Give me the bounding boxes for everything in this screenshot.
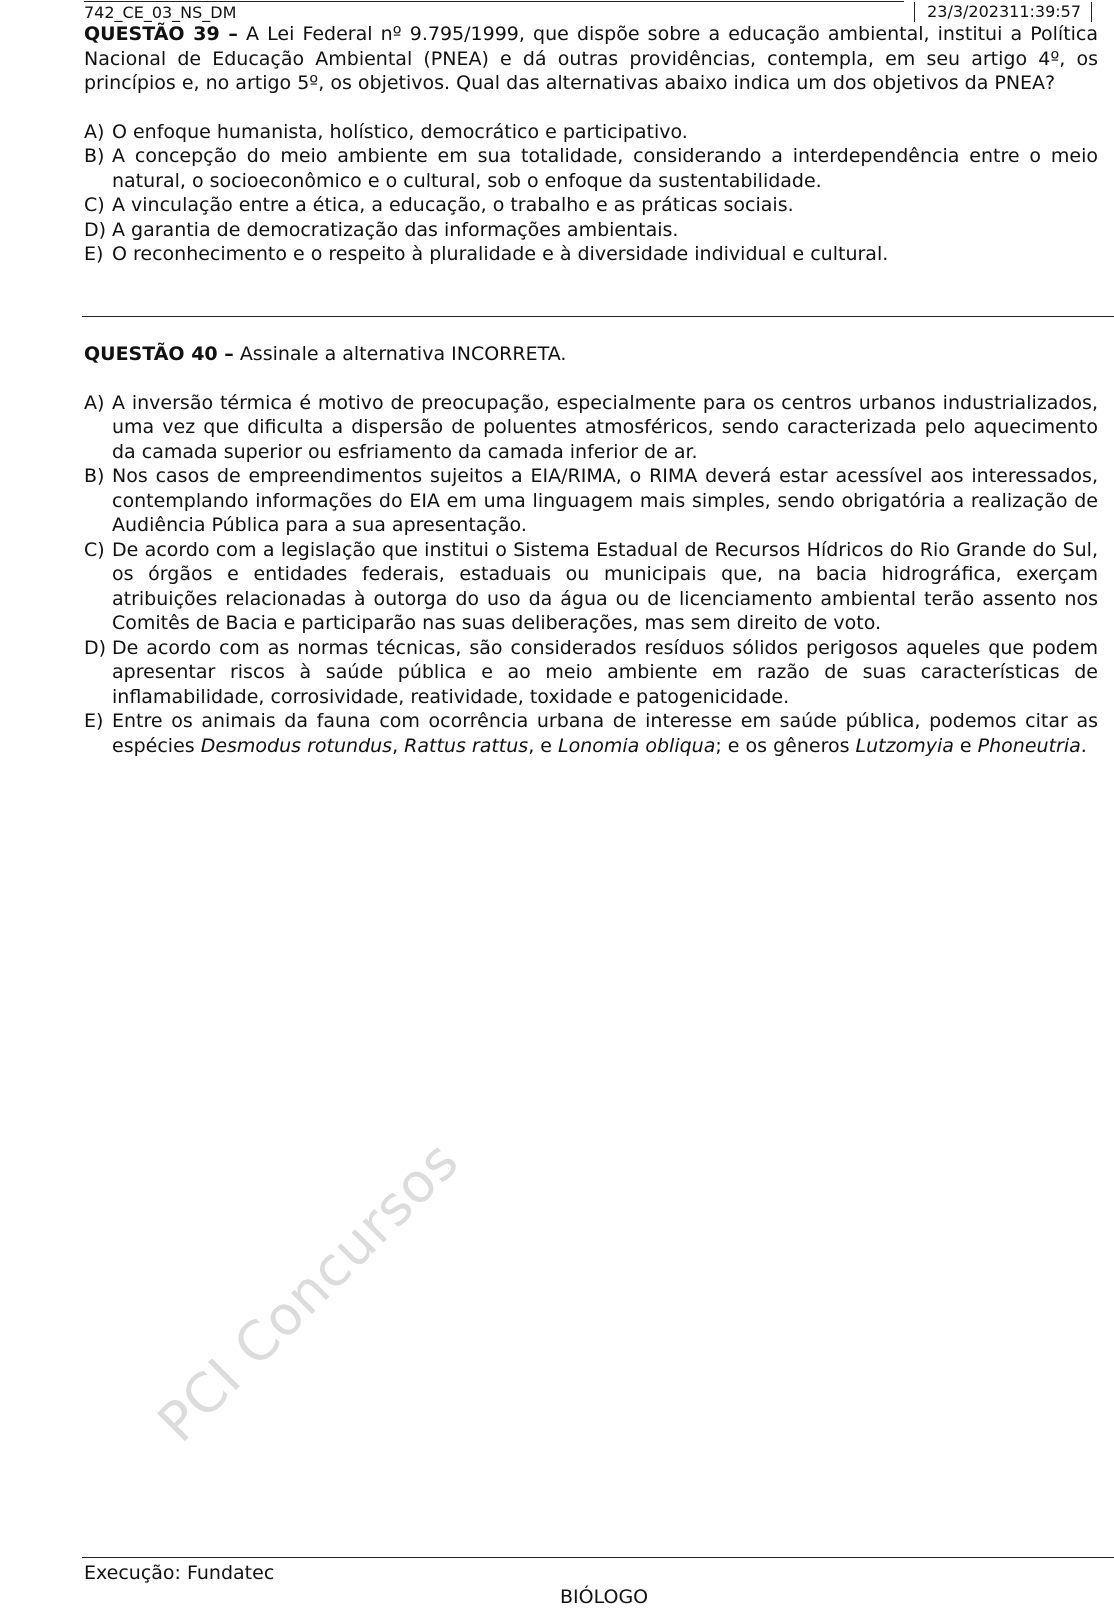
question-40-option-a bbox=[84, 391, 1098, 465]
species-name: Lonomia obliqua bbox=[558, 734, 716, 757]
separator: , e bbox=[528, 734, 559, 757]
document-code: 742_CE_03_NS_DM bbox=[84, 3, 237, 22]
species-name: Rattus rattus bbox=[404, 734, 529, 757]
question-40-option-d bbox=[84, 636, 1098, 710]
separator: , bbox=[392, 734, 405, 757]
question-39-text: A Lei Federal nº 9.795/1999, que dispõe sobre a educação ambiental, institui a Política Nacional de Educação Ambiental (PNEA) e dá outras providências, contempla, em seu artigo 4º, os princípios e, no artigo 5º, os objetivos. Qual das alternativas abaixo indica um dos objetivos da PNEA? bbox=[84, 23, 1099, 94]
option-text: A concepção do meio ambiente em sua totalidade, considerando a interdependência entre o meio natural, o socioeconômico e o cultural, sob o enfoque da sustentabilidade. bbox=[112, 145, 1098, 192]
option-letter: E) bbox=[84, 710, 104, 732]
question-divider bbox=[82, 316, 1114, 317]
question-39-label: QUESTÃO 39 – bbox=[84, 23, 238, 45]
watermark: PCI Concursos bbox=[145, 1128, 471, 1455]
question-40-option-e bbox=[84, 709, 1098, 758]
header-rule bbox=[84, 1, 904, 2]
option-letter: B) bbox=[84, 465, 105, 487]
footer-role: BIÓLOGO bbox=[560, 1586, 649, 1608]
question-39-options bbox=[84, 120, 1098, 267]
option-text: De acordo com a legislação que institui o Sistema Estadual de Recursos Hídricos do Rio Grande do Sul, os órgãos e entidades federais, estaduais ou municipais que, na bacia hidrográfica, exerçam atribuições relacionadas à outorga do uso da água ou de licenciamento ambiental terão assento nos Comitês de Bacia e participarão nas suas deliberações, mas sem direito de voto. bbox=[112, 538, 1098, 634]
option-text: A inversão térmica é motivo de preocupação, especialmente para os centros urbanos industrializados, uma vez que dificulta a dispersão de poluentes atmosféricos, sendo caracterizada pelo aquecimento da camada superior ou esfriamento da camada inferior de ar. bbox=[112, 391, 1098, 463]
question-40-options bbox=[84, 391, 1098, 759]
footer-execution: Execução: Fundatec bbox=[84, 1562, 275, 1584]
question-39-option-b bbox=[84, 144, 1098, 193]
option-text-part: ; e os gêneros bbox=[715, 734, 856, 757]
question-39-stem bbox=[84, 22, 1098, 96]
question-39-option-e bbox=[84, 242, 1098, 267]
option-letter: E) bbox=[84, 243, 104, 265]
question-39 bbox=[84, 22, 1098, 267]
question-40-option-b bbox=[84, 464, 1098, 538]
option-letter: A) bbox=[84, 120, 105, 143]
question-40-stem bbox=[84, 342, 1098, 367]
option-letter: C) bbox=[84, 538, 105, 561]
genus-name: Lutzomyia bbox=[855, 734, 954, 757]
footer-rule bbox=[82, 1557, 1114, 1558]
question-39-option-c bbox=[84, 193, 1098, 218]
question-40-text: Assinale a alternativa INCORRETA. bbox=[239, 343, 567, 365]
option-text bbox=[112, 709, 1098, 758]
option-text: A garantia de democratização das informações ambientais. bbox=[112, 218, 679, 241]
option-text: O enfoque humanista, holístico, democrático e participativo. bbox=[112, 120, 688, 143]
question-40-option-c bbox=[84, 538, 1098, 636]
option-text-part: Entre os animais da fauna com ocorrência urbana de interesse em saúde pública, podemos citar as espécies bbox=[112, 710, 1098, 757]
option-letter: D) bbox=[84, 636, 107, 659]
question-40-label: QUESTÃO 40 – bbox=[84, 343, 234, 365]
separator: . bbox=[1080, 734, 1087, 757]
timestamp: 23/3/202311:39:57 bbox=[914, 2, 1092, 22]
option-letter: A) bbox=[84, 391, 105, 414]
genus-name: Phoneutria bbox=[977, 734, 1081, 757]
option-letter: D) bbox=[84, 218, 107, 241]
option-text: O reconhecimento e o respeito à pluralidade e à diversidade individual e cultural. bbox=[112, 243, 889, 265]
option-text: Nos casos de empreendimentos sujeitos a EIA/RIMA, o RIMA deverá estar acessível aos interessados, contemplando informações do EIA em uma linguagem mais simples, sendo obrigatória a realização de Audiência Pública para a sua apresentação. bbox=[112, 465, 1098, 536]
option-text: A vinculação entre a ética, a educação, o trabalho e as práticas sociais. bbox=[112, 194, 794, 216]
question-39-option-a bbox=[84, 120, 1098, 145]
option-letter: C) bbox=[84, 194, 105, 216]
species-name: Desmodus rotundus bbox=[200, 734, 393, 757]
option-letter: B) bbox=[84, 145, 105, 167]
question-39-option-d bbox=[84, 218, 1098, 243]
question-40 bbox=[84, 342, 1098, 758]
option-text: De acordo com as normas técnicas, são considerados resíduos sólidos perigosos aqueles que podem apresentar riscos à saúde pública e ao meio ambiente em razão de suas características de inflamabilidade, corrosividade, reatividade, toxidade e patogenicidade. bbox=[112, 636, 1098, 708]
separator: e bbox=[953, 734, 978, 757]
